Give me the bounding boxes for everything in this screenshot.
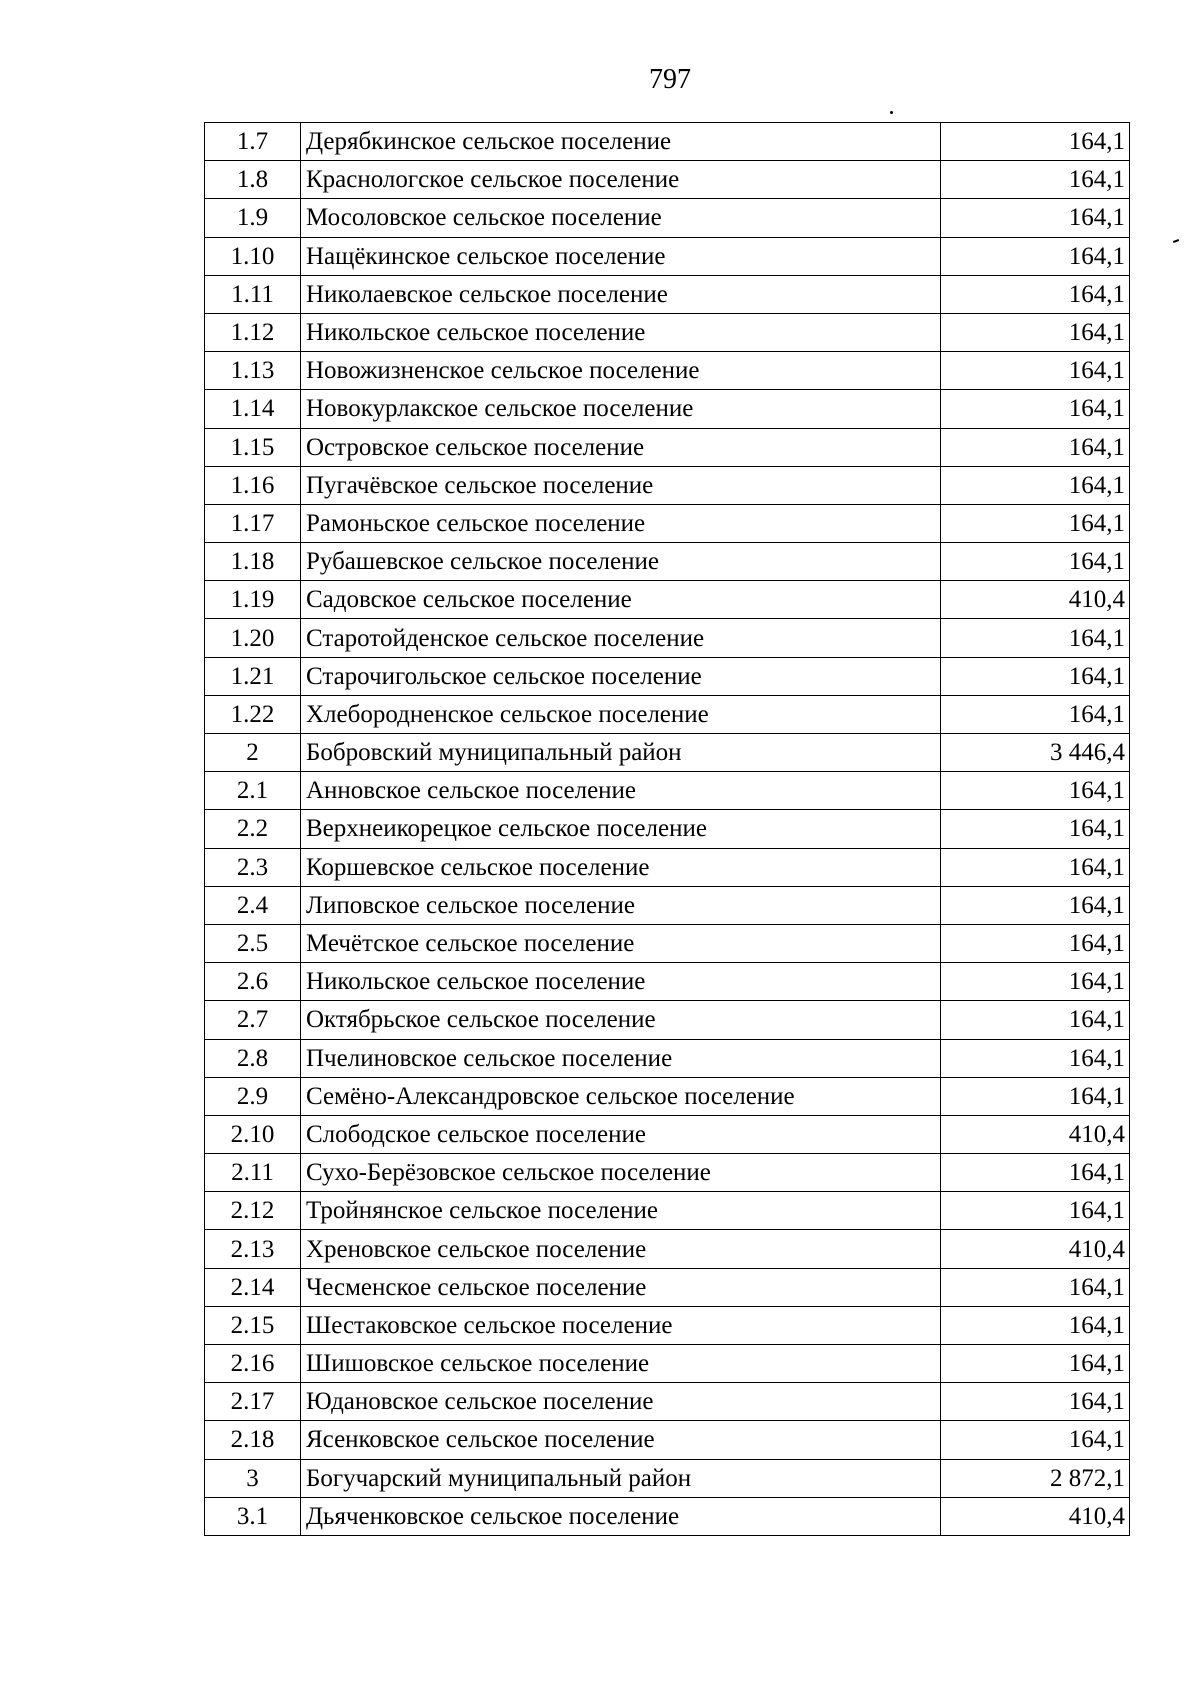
row-number-cell: 2.16 <box>205 1345 301 1383</box>
settlement-name-cell: Анновское сельское поселение <box>301 772 941 810</box>
amount-cell: 164,1 <box>941 1001 1130 1039</box>
settlement-name-cell: Садовское сельское поселение <box>301 581 941 619</box>
amount-cell: 164,1 <box>941 924 1130 962</box>
amount-cell: 164,1 <box>941 1039 1130 1077</box>
table-row <box>205 1192 1130 1230</box>
row-number-cell: 2.6 <box>205 963 301 1001</box>
row-number-cell: 1.22 <box>205 695 301 733</box>
row-number-cell: 2.3 <box>205 848 301 886</box>
table-row <box>205 695 1130 733</box>
row-number-cell: 2.12 <box>205 1192 301 1230</box>
table-row <box>205 1230 1130 1268</box>
amount-cell: 164,1 <box>941 1077 1130 1115</box>
scan-speck <box>890 111 893 114</box>
scan-mark <box>1173 239 1179 243</box>
settlement-name-cell: Чесменское сельское поселение <box>301 1268 941 1306</box>
amount-cell: 164,1 <box>941 428 1130 466</box>
settlement-name-cell: Богучарский муниципальный район <box>301 1459 941 1497</box>
table-row <box>205 390 1130 428</box>
row-number-cell: 3 <box>205 1459 301 1497</box>
amount-cell: 164,1 <box>941 657 1130 695</box>
row-number-cell: 3.1 <box>205 1497 301 1535</box>
allocation-table <box>204 122 1130 1536</box>
settlement-name-cell: Островское сельское поселение <box>301 428 941 466</box>
table-row <box>205 1001 1130 1039</box>
settlement-name-cell: Николаевское сельское поселение <box>301 275 941 313</box>
settlement-name-cell: Рамоньское сельское поселение <box>301 504 941 542</box>
table-row <box>205 1497 1130 1535</box>
row-number-cell: 1.7 <box>205 123 301 161</box>
table-row <box>205 1039 1130 1077</box>
row-number-cell: 1.15 <box>205 428 301 466</box>
settlement-name-cell: Старотойденское сельское поселение <box>301 619 941 657</box>
row-number-cell: 2.5 <box>205 924 301 962</box>
settlement-name-cell: Никольское сельское поселение <box>301 313 941 351</box>
table-row <box>205 810 1130 848</box>
row-number-cell: 2.10 <box>205 1115 301 1153</box>
table-row <box>205 1306 1130 1344</box>
settlement-name-cell: Краснологское сельское поселение <box>301 161 941 199</box>
row-number-cell: 1.18 <box>205 543 301 581</box>
table-row <box>205 581 1130 619</box>
amount-cell: 164,1 <box>941 1306 1130 1344</box>
row-number-cell: 1.8 <box>205 161 301 199</box>
table-row <box>205 848 1130 886</box>
amount-cell: 410,4 <box>941 581 1130 619</box>
row-number-cell: 1.14 <box>205 390 301 428</box>
table-body <box>205 123 1130 1536</box>
settlement-name-cell: Пугачёвское сельское поселение <box>301 466 941 504</box>
amount-cell: 3 446,4 <box>941 734 1130 772</box>
row-number-cell: 2.11 <box>205 1154 301 1192</box>
settlement-name-cell: Хлебородненское сельское поселение <box>301 695 941 733</box>
amount-cell: 164,1 <box>941 313 1130 351</box>
amount-cell: 164,1 <box>941 543 1130 581</box>
amount-cell: 164,1 <box>941 390 1130 428</box>
amount-cell: 164,1 <box>941 1345 1130 1383</box>
row-number-cell: 1.13 <box>205 352 301 390</box>
amount-cell: 164,1 <box>941 963 1130 1001</box>
settlement-name-cell: Нащёкинское сельское поселение <box>301 237 941 275</box>
row-number-cell: 1.11 <box>205 275 301 313</box>
table-row <box>205 619 1130 657</box>
row-number-cell: 1.21 <box>205 657 301 695</box>
table-row <box>205 504 1130 542</box>
settlement-name-cell: Мосоловское сельское поселение <box>301 199 941 237</box>
amount-cell: 2 872,1 <box>941 1459 1130 1497</box>
settlement-name-cell: Мечётское сельское поселение <box>301 924 941 962</box>
settlement-name-cell: Новокурлакское сельское поселение <box>301 390 941 428</box>
settlement-name-cell: Никольское сельское поселение <box>301 963 941 1001</box>
row-number-cell: 2.1 <box>205 772 301 810</box>
table-row <box>205 543 1130 581</box>
table-row <box>205 772 1130 810</box>
amount-cell: 164,1 <box>941 810 1130 848</box>
amount-cell: 164,1 <box>941 199 1130 237</box>
table-row <box>205 734 1130 772</box>
settlement-name-cell: Липовское сельское поселение <box>301 886 941 924</box>
amount-cell: 164,1 <box>941 161 1130 199</box>
settlement-name-cell: Бобровский муниципальный район <box>301 734 941 772</box>
settlement-name-cell: Сухо-Берёзовское сельское поселение <box>301 1154 941 1192</box>
amount-cell: 410,4 <box>941 1115 1130 1153</box>
table-row <box>205 1421 1130 1459</box>
settlement-name-cell: Рубашевское сельское поселение <box>301 543 941 581</box>
amount-cell: 164,1 <box>941 123 1130 161</box>
row-number-cell: 2.7 <box>205 1001 301 1039</box>
amount-cell: 164,1 <box>941 772 1130 810</box>
table-row <box>205 1154 1130 1192</box>
amount-cell: 164,1 <box>941 1192 1130 1230</box>
row-number-cell: 2.4 <box>205 886 301 924</box>
amount-cell: 164,1 <box>941 1268 1130 1306</box>
row-number-cell: 1.10 <box>205 237 301 275</box>
table-row <box>205 1383 1130 1421</box>
amount-cell: 164,1 <box>941 237 1130 275</box>
settlement-name-cell: Дьяченковское сельское поселение <box>301 1497 941 1535</box>
table-row <box>205 352 1130 390</box>
settlement-name-cell: Новожизненское сельское поселение <box>301 352 941 390</box>
settlement-name-cell: Слободское сельское поселение <box>301 1115 941 1153</box>
table-row <box>205 237 1130 275</box>
table-row <box>205 428 1130 466</box>
table-row <box>205 963 1130 1001</box>
amount-cell: 164,1 <box>941 1154 1130 1192</box>
amount-cell: 164,1 <box>941 1383 1130 1421</box>
amount-cell: 164,1 <box>941 504 1130 542</box>
row-number-cell: 2.14 <box>205 1268 301 1306</box>
row-number-cell: 1.16 <box>205 466 301 504</box>
amount-cell: 164,1 <box>941 886 1130 924</box>
amount-cell: 164,1 <box>941 619 1130 657</box>
row-number-cell: 1.12 <box>205 313 301 351</box>
table-row <box>205 275 1130 313</box>
table-row <box>205 466 1130 504</box>
settlement-name-cell: Шестаковское сельское поселение <box>301 1306 941 1344</box>
amount-cell: 410,4 <box>941 1230 1130 1268</box>
row-number-cell: 2.8 <box>205 1039 301 1077</box>
row-number-cell: 2.15 <box>205 1306 301 1344</box>
amount-cell: 164,1 <box>941 695 1130 733</box>
table-row <box>205 1345 1130 1383</box>
amount-cell: 164,1 <box>941 275 1130 313</box>
settlement-name-cell: Верхнеикорецкое сельское поселение <box>301 810 941 848</box>
table-row <box>205 1077 1130 1115</box>
row-number-cell: 1.19 <box>205 581 301 619</box>
table-row <box>205 1459 1130 1497</box>
table-row <box>205 199 1130 237</box>
table-row <box>205 1115 1130 1153</box>
settlement-name-cell: Шишовское сельское поселение <box>301 1345 941 1383</box>
row-number-cell: 2.9 <box>205 1077 301 1115</box>
table-row <box>205 1268 1130 1306</box>
row-number-cell: 1.9 <box>205 199 301 237</box>
settlement-name-cell: Тройнянское сельское поселение <box>301 1192 941 1230</box>
page-number: 797 <box>649 64 691 95</box>
table-row <box>205 313 1130 351</box>
row-number-cell: 1.17 <box>205 504 301 542</box>
row-number-cell: 2.18 <box>205 1421 301 1459</box>
row-number-cell: 1.20 <box>205 619 301 657</box>
amount-cell: 164,1 <box>941 1421 1130 1459</box>
amount-cell: 164,1 <box>941 848 1130 886</box>
settlement-name-cell: Старочигольское сельское поселение <box>301 657 941 695</box>
table-row <box>205 123 1130 161</box>
row-number-cell: 2.2 <box>205 810 301 848</box>
settlement-name-cell: Дерябкинское сельское поселение <box>301 123 941 161</box>
settlement-name-cell: Октябрьское сельское поселение <box>301 1001 941 1039</box>
table-row <box>205 886 1130 924</box>
settlement-name-cell: Пчелиновское сельское поселение <box>301 1039 941 1077</box>
row-number-cell: 2.13 <box>205 1230 301 1268</box>
row-number-cell: 2 <box>205 734 301 772</box>
settlement-name-cell: Хреновское сельское поселение <box>301 1230 941 1268</box>
settlement-name-cell: Юдановское сельское поселение <box>301 1383 941 1421</box>
settlement-name-cell: Ясенковское сельское поселение <box>301 1421 941 1459</box>
amount-cell: 164,1 <box>941 352 1130 390</box>
table-row <box>205 161 1130 199</box>
settlement-name-cell: Семёно-Александровское сельское поселение <box>301 1077 941 1115</box>
row-number-cell: 2.17 <box>205 1383 301 1421</box>
settlement-name-cell: Коршевское сельское поселение <box>301 848 941 886</box>
table-row <box>205 657 1130 695</box>
amount-cell: 410,4 <box>941 1497 1130 1535</box>
amount-cell: 164,1 <box>941 466 1130 504</box>
table-row <box>205 924 1130 962</box>
